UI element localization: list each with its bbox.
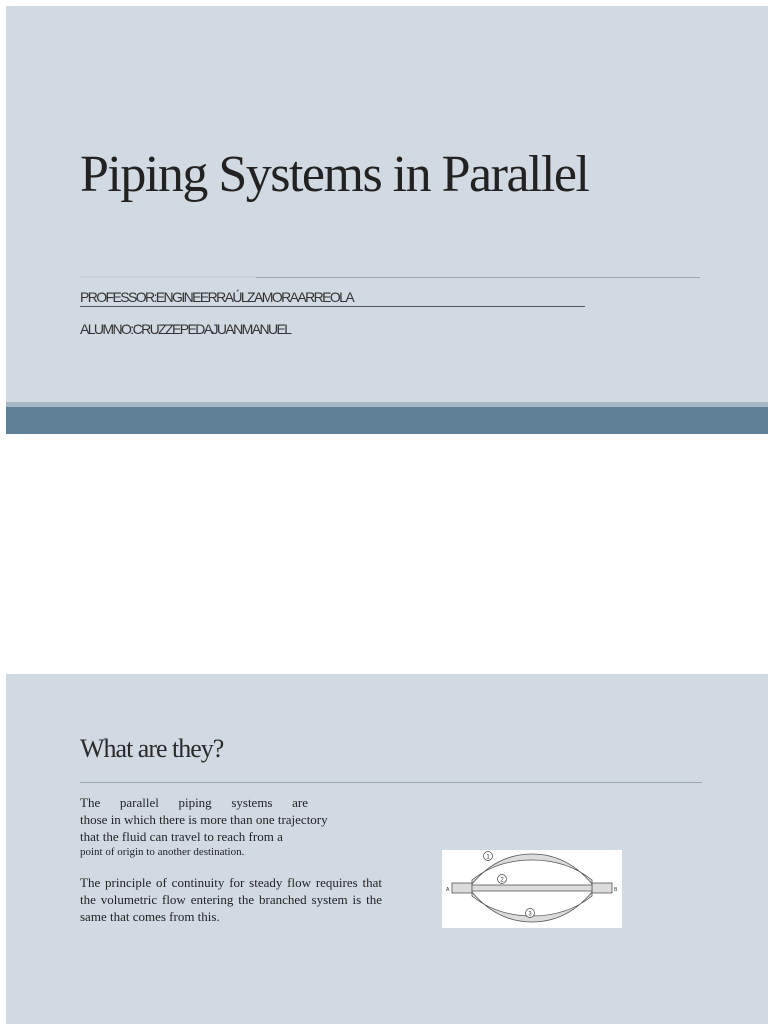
outlet-pipe bbox=[592, 883, 612, 893]
content-slide bbox=[6, 674, 768, 1024]
branch-3-pipe bbox=[472, 892, 592, 922]
definition-paragraph bbox=[80, 794, 382, 860]
slide-title: Piping Systems in Parallel bbox=[80, 146, 589, 203]
paragraph-line: point of origin to another destination. bbox=[80, 846, 245, 858]
inlet-pipe bbox=[452, 883, 472, 893]
heading-divider bbox=[80, 782, 702, 783]
inlet-label: A bbox=[446, 887, 450, 893]
professor-name: PROFESSOR:ENGINEERRAÚLZAMORAARREOLA bbox=[80, 289, 354, 305]
parallel-pipe-svg bbox=[442, 850, 622, 928]
professor-underline bbox=[80, 306, 585, 307]
paragraph-line: those in which there is more than one trajectory bbox=[80, 812, 328, 827]
student-name: ALUMNO:CRUZZEPEDAJUANMANUEL bbox=[80, 321, 291, 337]
title-slide bbox=[6, 6, 768, 434]
branch-2-label: 2 bbox=[500, 877, 504, 884]
branch-3-label: 3 bbox=[528, 911, 532, 918]
parallel-pipe-diagram bbox=[442, 850, 622, 928]
branch-1-label: 1 bbox=[486, 854, 490, 861]
outlet-label: B bbox=[614, 887, 618, 893]
paragraph-line: that the fluid can travel to reach from a bbox=[80, 829, 283, 844]
title-divider-accent bbox=[80, 276, 256, 278]
paragraph-line: The parallel piping systems are bbox=[80, 795, 308, 810]
slide-heading: What are they? bbox=[80, 734, 224, 763]
footer-band bbox=[6, 407, 768, 434]
continuity-paragraph: The principle of continuity for steady flow requires that the volumetric flow entering the branched system is the same that comes from this. bbox=[80, 875, 382, 924]
branch-2-pipe bbox=[472, 885, 592, 891]
